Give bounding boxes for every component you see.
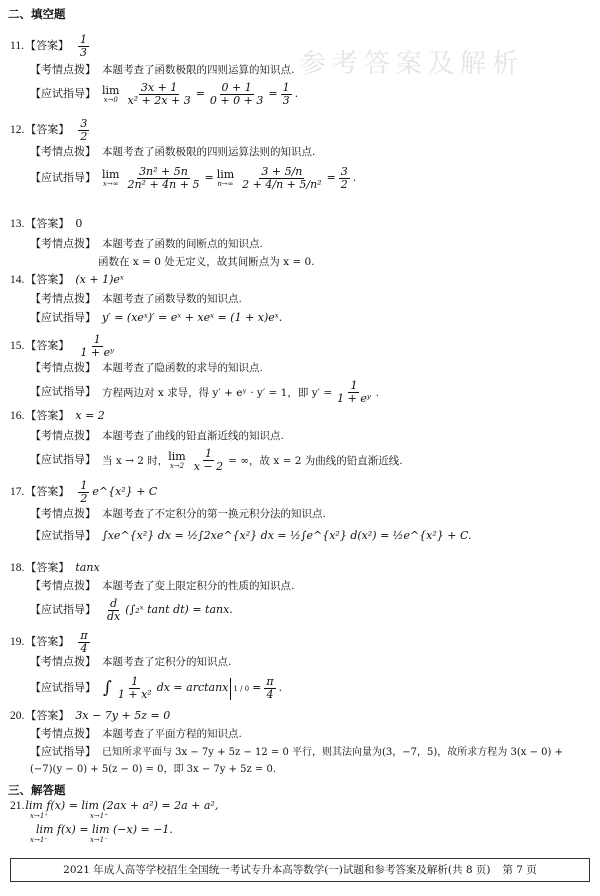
q18-number: 18. [10,562,25,574]
q17-answer-fraction: $\frac{1}{2}$ [80,479,88,506]
q12-point-row [30,146,315,159]
q15-guide-row [30,380,379,405]
q15-guide-end: . [375,386,380,399]
q17-point-text: 本题考查了不定积分的第一换元积分法的知识点. [102,508,326,521]
q11-guide-row [30,82,298,107]
q20-point-text: 本题考查了平面方程的知识点. [102,728,242,741]
q11-point-row [30,64,294,77]
q13-point-text: 本题考查了函数的间断点的知识点. [102,238,263,251]
q14-answer-row [10,274,124,287]
guide-label: 【应试指导】 [30,311,96,324]
q16-guide-formula: lim x→2 $\frac{1}{x - 2}$ [168,447,224,474]
q12-guide-row [30,166,356,191]
q14-point-text: 本题考查了函数导数的知识点. [102,293,242,306]
q17-guide-row [30,530,472,543]
q16-answer: x = 2 [75,409,105,423]
q21-line2-subscripts: x→1⁻ x→1⁻ [30,836,108,844]
point-label: 【考情点拨】 [30,145,96,158]
q13-point-row [30,238,263,251]
answer-label: 【答案】 [25,709,70,723]
answer-label: 【答案】 [25,123,70,137]
answer-label: 【答案】 [25,339,70,353]
q11-answer-row [10,34,92,59]
q16-guide-pre: 当 x → 2 时， [102,454,169,467]
section-fill-blank-title: 二、填空题 [8,7,66,21]
q15-guide-fraction: $\frac{1}{\text{1 + eʸ}}$ [337,379,371,406]
q18-answer: tanx [75,561,100,575]
q16-answer-row [10,410,105,423]
q18-guide-derivative: $\frac{d}{dx}$ [107,597,121,624]
q11-number: 11. [10,39,24,52]
q14-answer: (x + 1)eˣ [75,273,124,287]
q19-number: 19. [10,635,25,648]
q14-point-row [30,293,242,306]
q13-answer: 0 [75,217,83,231]
q17-answer-tail: e^{x²} + C [92,485,158,499]
q11-guide-formula: lim x→0 $\frac{3x + 1}{\text{x² + 2x + 3}}$ = $\frac{0 + 1}{0 + 0 + 3}$ = $\frac{1}{3}$ . [102,81,299,108]
q15-number: 15. [10,339,25,352]
point-label: 【考情点拨】 [30,507,96,520]
q17-answer-row [10,480,157,505]
point-label: 【考情点拨】 [30,237,96,250]
guide-label: 【应试指导】 [30,603,96,617]
point-label: 【考情点拨】 [30,579,96,592]
guide-label: 【应试指导】 [30,681,96,695]
q12-answer-row [10,118,92,143]
q15-guide-text: 方程两边对 x 求导，得 y′ + eʸ · y′ = 1，即 y′ = [102,386,333,399]
q17-number: 17. [10,485,25,498]
q18-answer-row [10,562,100,575]
q14-guide-row [30,312,282,325]
q13-number: 13. [10,218,25,230]
q15-answer-row [10,334,119,359]
q18-guide-row [30,598,233,623]
q20-guide-line2: (−7)(y − 0) + 5(z − 0) = 0，即 3x − 7y + 5z = 0. [30,764,277,775]
answer-label: 【答案】 [25,635,70,649]
q17-point-row [30,508,326,521]
q20-point-row [30,728,242,741]
q16-guide-row [30,448,403,473]
q11-answer-fraction: $\frac{1}{3}$ [79,33,87,60]
guide-label: 【应试指导】 [30,87,96,101]
q18-point-row [30,580,294,593]
q21-formula-line1: lim f(x) = lim (2ax + a²) = 2a + a², [25,799,219,813]
answer-label: 【答案】 [25,485,70,499]
answer-label: 【答案】 [25,217,70,231]
point-label: 【考情点拨】 [30,292,96,305]
q14-guide-formula: y′ = (xeˣ)′ = eˣ + xeˣ = (1 + x)eˣ. [102,311,283,324]
q13-answer-row [10,218,82,231]
q20-guide-line1: 已知所求平面与 3x − 7y + 5z − 12 = 0 平行，则其法向量为(3，−7，5)，故所求方程为 3(x − 0) + [102,746,563,758]
point-label: 【考情点拨】 [30,63,96,76]
q13-guide-text: 函数在 x = 0 处无定义，故其间断点为 x = 0. [98,256,315,268]
q21-number: 21. [10,800,25,812]
q12-answer-fraction: $\frac{3}{2}$ [80,117,88,144]
q19-answer-fraction: $\frac{\pi}{4}$ [80,629,88,656]
answer-label: 【答案】 [25,273,70,287]
q19-answer-row [10,630,93,655]
q12-guide-formula: lim x→∞ $\frac{\text{3n² + 5n}}{\text{2n² + 4n + 5}}$ = lim n→∞ $\frac{3 + 5/n}{\text{2 + 4/n + 5/n²}}$ = $\frac{3}{2}$ . [102,165,357,192]
page-number: 第 7 页 [502,863,537,876]
q20-answer: 3x − 7y + 5z = 0 [75,709,171,723]
guide-label: 【应试指导】 [30,385,96,399]
q18-guide-tail: (∫₂ˣ tant dt) = tanx. [125,603,233,617]
q21-line2 [36,824,173,837]
q16-guide-post: = ∞，故 x = 2 为曲线的铅直渐近线. [228,454,403,467]
q21-line1-subscripts: x→1⁺ x→1⁺ [30,812,108,820]
q20-guide-row [30,746,563,759]
point-label: 【考情点拨】 [30,655,96,668]
answer-label: 【答案】 [25,409,70,423]
guide-label: 【应试指导】 [30,745,96,758]
q14-number: 14. [10,274,25,286]
q21-formula-line2: lim f(x) = lim (−x) = −1. [36,823,173,836]
point-label: 【考情点拨】 [30,429,96,442]
q19-guide-formula: ∫ $\frac{1}{\text{1 + x²}}$ dx = arctanx 1 / 0 = $\frac{\pi}{4}$ . [103,675,283,702]
answer-label: 【答案】 [25,561,70,575]
footer-title: 2021 年成人高等学校招生全国统一考试专升本高等数学(一)试题和参考答案及解析(共 8 页) [63,863,491,876]
q17-guide-formula: ∫xe^{x²} dx = ½∫2xe^{x²} dx = ½∫e^{x²} d(x²) = ½e^{x²} + C. [102,529,472,542]
q16-point-row [30,430,284,443]
guide-label: 【应试指导】 [30,529,96,542]
point-label: 【考情点拨】 [30,727,96,740]
q11-point-text: 本题考查了函数极限的四则运算的知识点. [102,64,295,77]
section-solve-title: 三、解答题 [8,783,66,797]
q20-number: 20. [10,710,25,722]
q15-answer-fraction: $\frac{1}{\text{1 + eʸ}}$ [80,333,115,360]
q19-point-row [30,656,231,669]
answer-label: 【答案】 [24,39,69,53]
page-footer [10,858,590,882]
q19-point-text: 本题考查了定积分的知识点. [102,656,232,669]
guide-label: 【应试指导】 [30,171,96,185]
q18-point-text: 本题考查了变上限定积分的性质的知识点. [102,580,295,593]
q15-point-row [30,362,263,375]
q15-point-text: 本题考查了隐函数的求导的知识点. [102,362,263,375]
guide-label: 【应试指导】 [30,453,96,467]
q12-point-text: 本题考查了函数极限的四则运算法则的知识点. [102,146,316,159]
q16-number: 16. [10,410,25,422]
q20-answer-row [10,710,170,723]
watermark: 参考答案及解析 [300,49,525,79]
point-label: 【考情点拨】 [30,361,96,374]
q16-point-text: 本题考查了曲线的铅直渐近线的知识点. [102,430,284,443]
q12-number: 12. [10,123,25,136]
q19-guide-row [30,676,282,701]
